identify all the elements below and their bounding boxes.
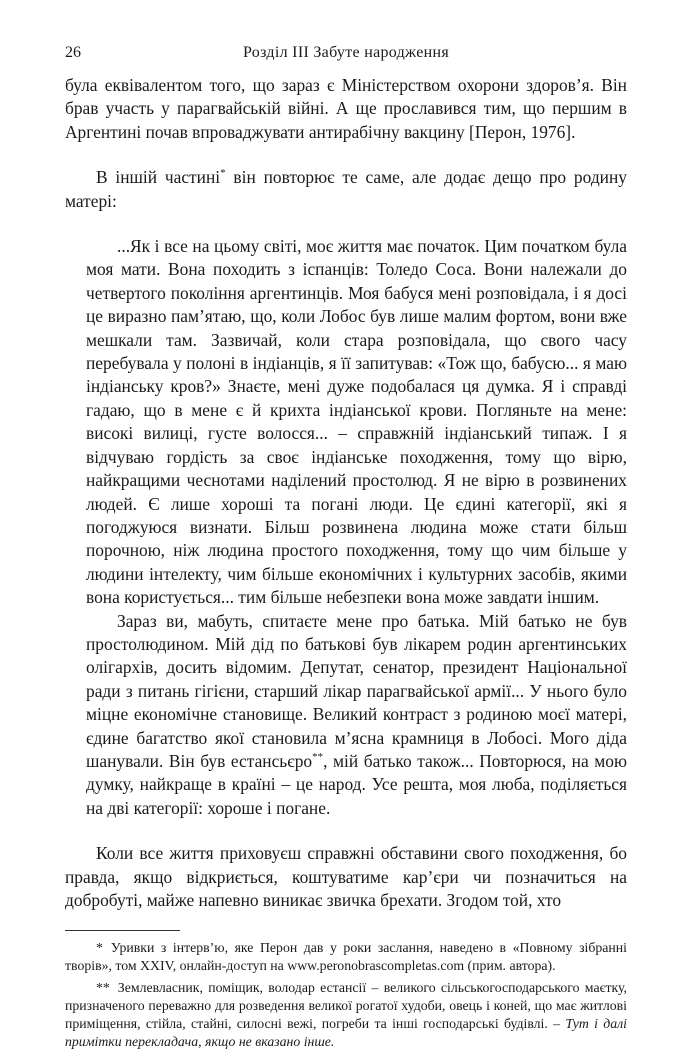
quote-text: Зараз ви, мабуть, спитаєте мене про батька. Мій батько не був простолюдином. Мій дід по батькові був лікарем родин аргентинських олігархів, досить відомим. Депутат, сенатор, президент Національної ради з питань гігієни, старший лікар парагвайської армії... У нього було міцне економічне становище. Великий контраст з родиною моєї матері, єдине багатство якої становила м’ясна крамниця в Лобосі. Мого діда шанували. Він був естансьєро: [86, 610, 627, 771]
footnote-marker: *: [96, 940, 103, 956]
translator-note: Тут і далі примітки перекладача, якщо не вказано інше.: [65, 1016, 627, 1050]
quote-paragraph-1: ...Як і все на цьому світі, моє життя має початок. Цим початком була моя мати. Вона походить з іспанців: Толедо Соса. Вони належали до четвертого покоління аргентинців. Моя бабуся мені розповідала, і я досі це виразно пам’ятаю, що, коли Лобос був лише малим фортом, вони вже мешкали там. Зазвичай, коли стара розповідала, що свого часу перебувала у полоні в індіанців, я її запитував: «Тож що, бабусю... я маю індіанську кров?» Знаєте, мені дуже подобалася ця думка. Я і справді гадаю, що в мене є й крихта індіанської крови. Погляньте на мене: високі вилиці, густе волосся... – справжній індіанський типаж. І я відчуваю гордість за своє індіанське походження, тому що вірю, найкращими чеснотами наділений простолюд. Я не вірю в розвинених людей. Є лише хороші та погані люди. Це єдині категорії, які я погоджуюся визнати. Більш розвинена людина може стати більш порочною, ніж людина простого походження, тому що чим більше у людини інтелекту, чим більше економічних і культурних засобів, якими вона користується... тим більше небезпеки вона може завдати іншим.: [86, 236, 627, 608]
chapter-title: Розділ III Забуте народження: [242, 44, 449, 61]
quote-text: , мій батько також... Повторюся, на мою думку, найкраще в країні – це народ. Усе решта, моя люба, поділяється на дві категорії: хороше і погане.: [86, 750, 627, 818]
paragraph-lying: Коли все життя приховуєш справжні обставини свого походження, бо правда, якщо відкриється, коштуватиме кар’єри чи позначиться на добробуті, майже напевно виникає звичка брехати. Згодом той, хто: [65, 843, 627, 910]
paragraph-text: він повторює те саме, але додає дещо про родину матері:: [65, 167, 627, 211]
footnote-reference: **: [312, 751, 324, 764]
page-number: 26: [65, 44, 81, 61]
footnote-reference: *: [220, 167, 226, 180]
footnote-2: [65, 979, 627, 1051]
footnote-text: Землевласник, поміщик, володар естансії – великого сільськогосподарського маєтку, призначеного переважно для розведення великої рогатої худоби, овець і коней, що має житлові приміщення, стійла, стайні, силосні вежі, погреби та інші господарські будівлі. –: [65, 980, 627, 1032]
quote-paragraph-2: [86, 610, 627, 821]
paragraph-text: В іншій частині: [96, 167, 221, 188]
footnotes: [65, 939, 627, 1051]
paragraph-mother: [65, 166, 627, 213]
main-text: [65, 74, 627, 912]
footnote-1: [65, 939, 627, 975]
paragraph-intro: була еквівалентом того, що зараз є Міністерством охорони здоров’я. Він брав участь у парагвайській війні. А ще прославився тим, що першим в Аргентині почав впроваджувати антирабічну вакцину [Перон, 1976].: [65, 75, 627, 142]
footnote-divider: [65, 930, 180, 931]
footnote-marker: **: [96, 980, 110, 996]
book-page: [65, 0, 627, 1051]
block-quote: [65, 235, 627, 820]
footnote-text: Уривки з інтерв’ю, яке Перон дав у роки заслання, наведено в «Повному зібранні творів», том XXIV, онлайн-доступ на www.peronobrascompletas.com (прим. автора).: [65, 940, 627, 974]
running-head: [65, 44, 627, 74]
